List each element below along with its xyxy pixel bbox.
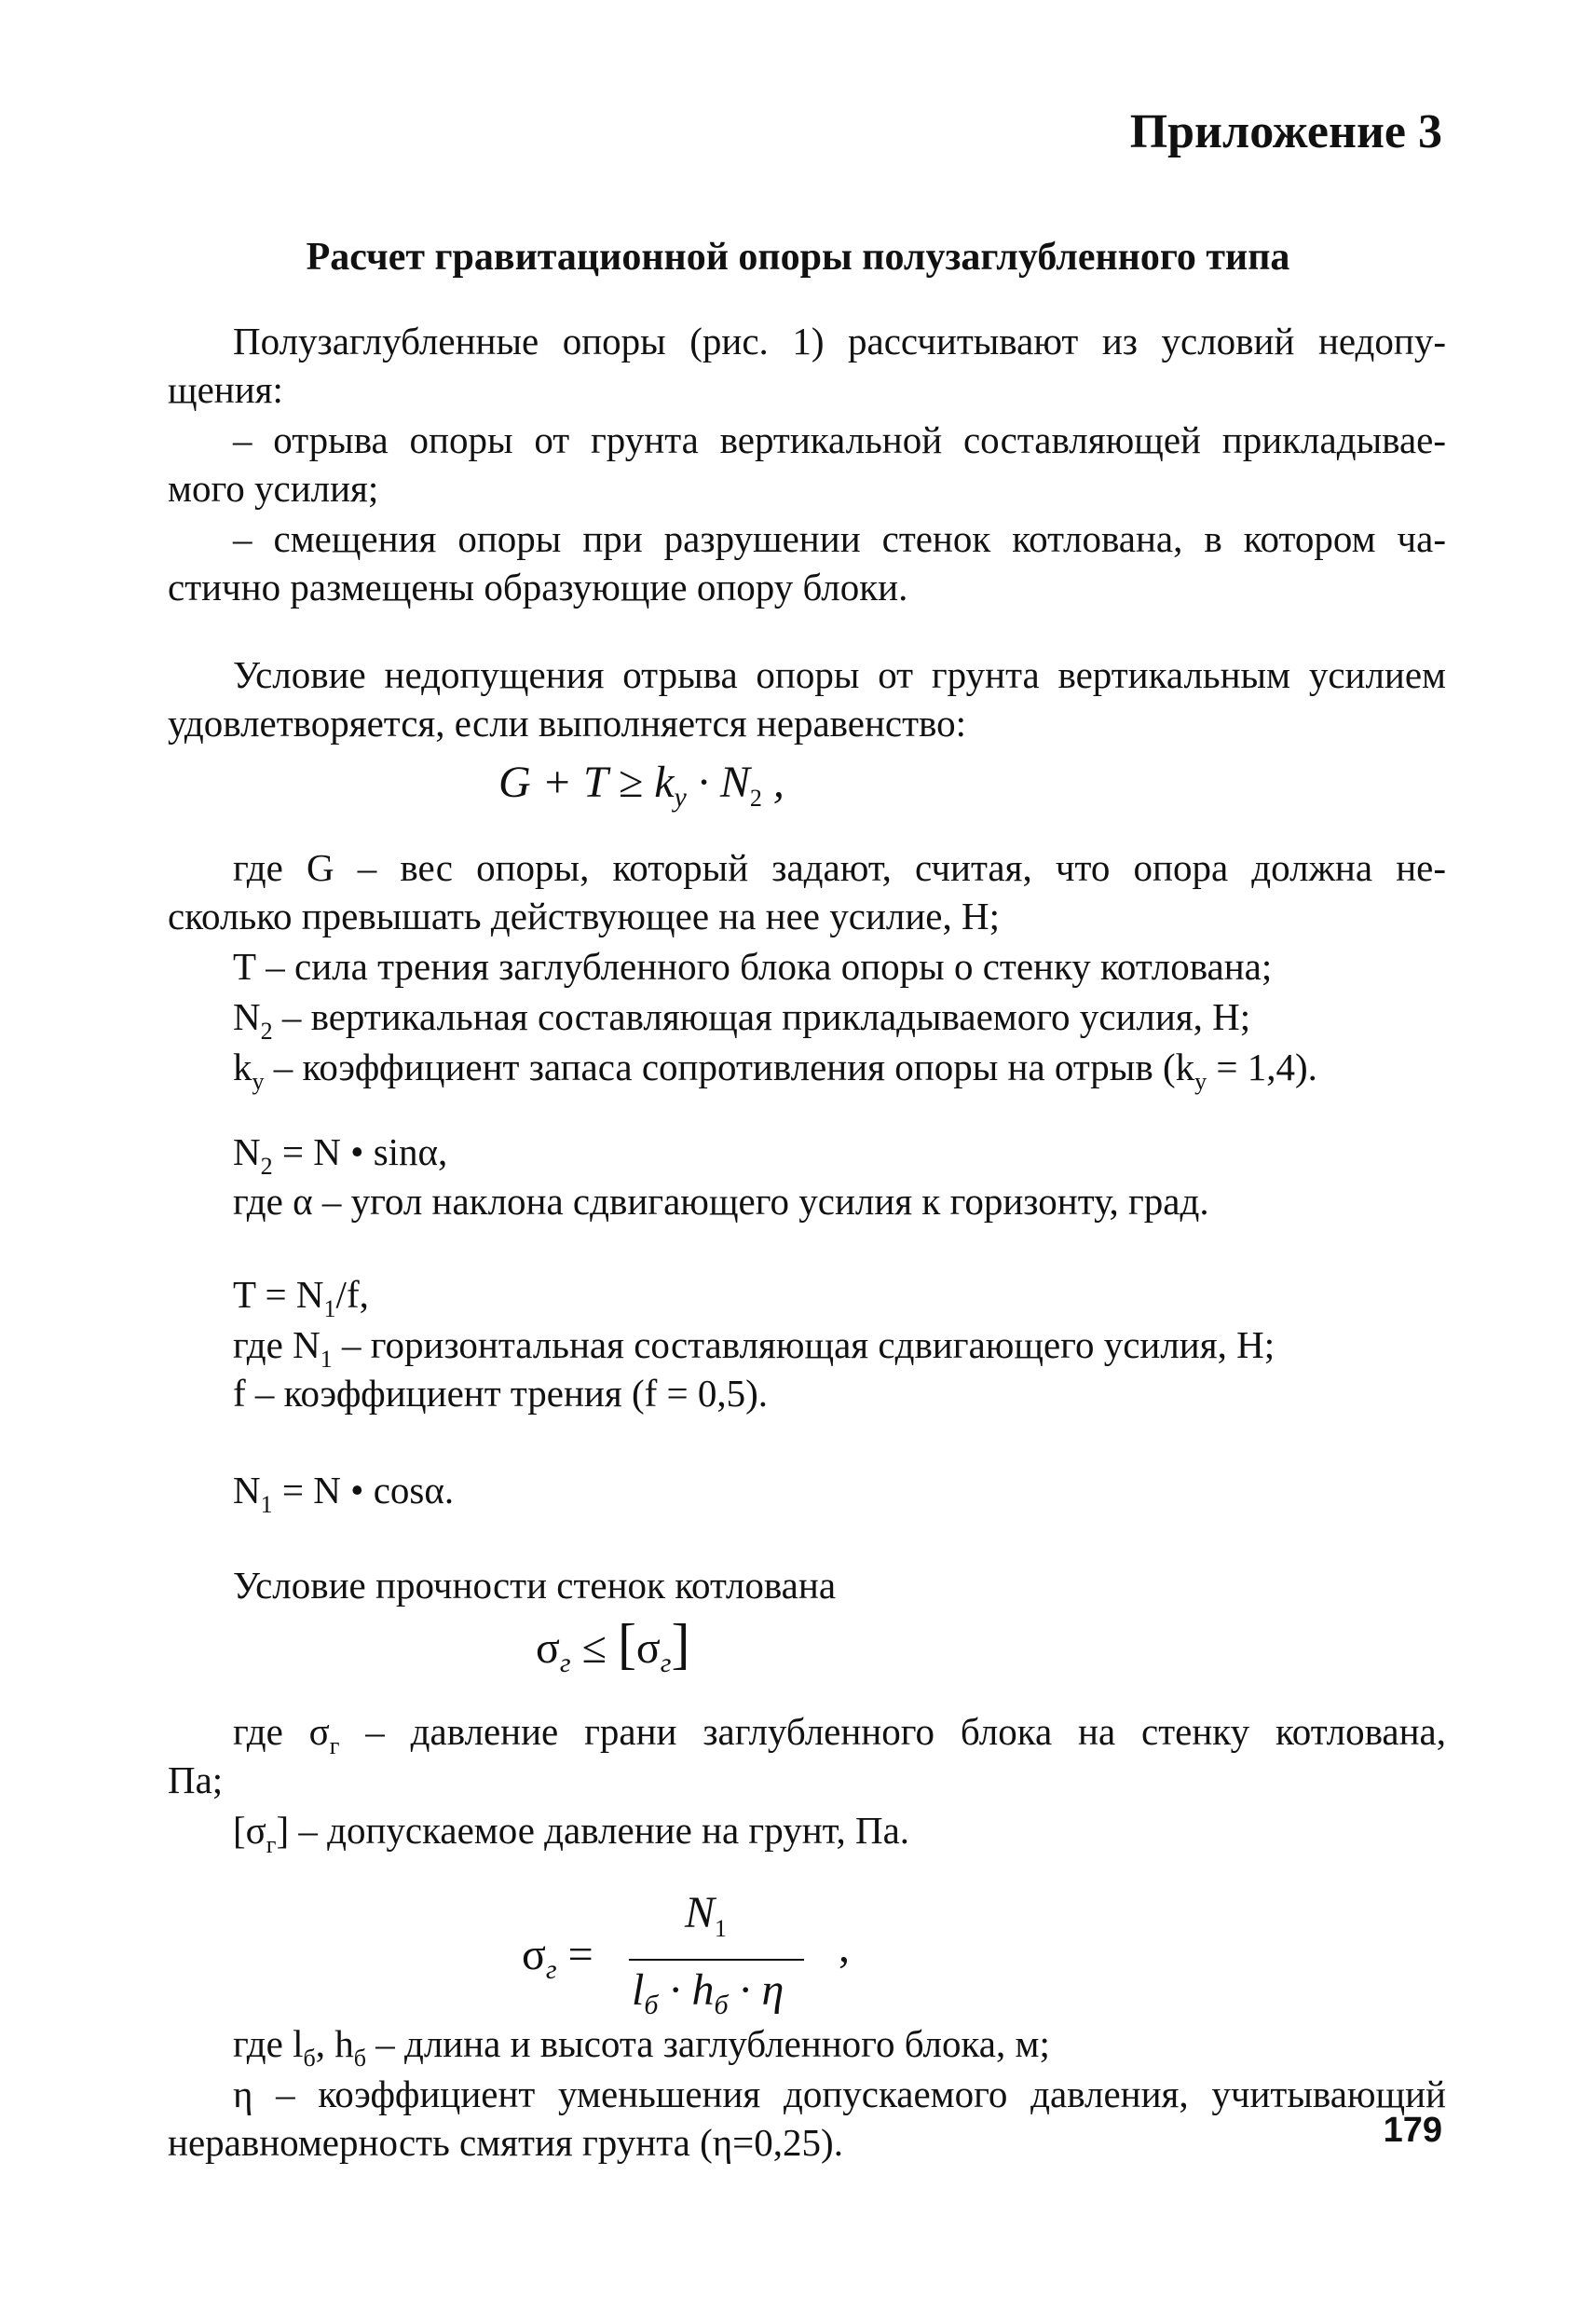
section-title: Расчет гравитационной опоры полузаглубленного типа <box>306 236 1290 279</box>
formula-pressure-comma: , <box>839 1922 850 1972</box>
formula-pressure-den-h-sub: б <box>714 1990 729 2020</box>
defs2-line-2: f – коэффициент трения (f = 0,5). <box>233 1372 769 1415</box>
intro-line-6: стично размещены образующие опору блоки. <box>168 566 908 609</box>
eq-n1 <box>233 1466 454 1529</box>
defs1-line-3: Т – сила трения заглубленного блока опоры о стенку котлована; <box>233 945 1273 988</box>
defs4-line-1-sub: б <box>303 2045 316 2072</box>
formula-strength-lbracket: [ <box>617 1613 636 1675</box>
intro-line-3: – отрыва опоры от грунта вертикальной составляющей прикладывае- <box>233 418 1446 461</box>
defs3-line-1-sub: г <box>329 1732 340 1759</box>
eq-t-b: /f, <box>335 1273 369 1316</box>
defs4-line-1-b: , h <box>315 2022 354 2065</box>
formula-pressure-den-dot-1: · <box>658 1965 692 2015</box>
defs3-line-3-sub: г <box>266 1831 277 1858</box>
defs1-line-5-sub: y <box>252 1068 265 1095</box>
formula-pressure-eq: = <box>556 1930 593 1979</box>
page-number: 179 <box>1383 2111 1442 2150</box>
defs3-line-3-b: ] – допускаемое давление на грунт, Па. <box>276 1809 910 1852</box>
formula-pressure-sub: г <box>545 1954 557 1985</box>
formula-uplift-sub-y: y <box>674 782 687 813</box>
defs1-line-5-sub2: y <box>1194 1068 1207 1095</box>
defs1-line-5-a: k <box>233 1046 252 1088</box>
defs2-line-1-b: – горизонтальная составляющая сдвигающего усилия, Н; <box>332 1323 1275 1366</box>
formula-strength <box>536 1612 690 1679</box>
formula-uplift-mid: · N <box>686 758 750 807</box>
formula-strength-sub-2: г <box>660 1648 672 1678</box>
formula-pressure-den-dot-2: · <box>728 1965 762 2015</box>
cond2-text: Условие прочности стенок котлована <box>233 1564 837 1607</box>
eq-n2-a: N <box>233 1130 261 1173</box>
eq-n2-b: = N • sinα, <box>272 1130 448 1173</box>
formula-uplift-end: , <box>761 758 784 807</box>
defs1-line-4-a: N <box>233 995 261 1038</box>
eq-n1-b: = N • cosα. <box>272 1469 455 1512</box>
defs4-line-3: неравномерность смятия грунта (η=0,25). <box>168 2121 843 2164</box>
eq-t-a: T = N <box>233 1273 324 1316</box>
formula-pressure-den-l-sub: б <box>644 1990 659 2020</box>
defs3-line-3-a: [σ <box>233 1809 266 1852</box>
formula-strength-sub: г <box>559 1648 571 1678</box>
formula-pressure-den-eta: η <box>761 1965 784 2015</box>
formula-pressure-sigma: σ <box>522 1930 546 1979</box>
intro-line-5: – смещения опоры при разрушении стенок котлована, в котором ча- <box>233 517 1446 560</box>
formula-pressure-denominator <box>632 1964 784 2021</box>
formula-uplift-lhs: G + T ≥ k <box>498 758 675 807</box>
formula-pressure-den-h: h <box>691 1965 715 2015</box>
formula-pressure-numerator <box>685 1887 727 1943</box>
formula-strength-sigma-2: σ <box>635 1623 661 1673</box>
eq-n1-sub: 1 <box>260 1491 273 1518</box>
defs1-line-5 <box>233 1043 1317 1106</box>
formula-pressure-fraction-bar <box>629 1959 804 1961</box>
defs1-line-5-c: = 1,4). <box>1207 1046 1317 1088</box>
intro-line-1: Полузаглубленные опоры (рис. 1) рассчитывают из условий недопу- <box>233 320 1446 363</box>
defs3-line-3 <box>233 1806 909 1869</box>
defs3-line-1-b: – давление грани заглубленного блока на стенку котлована, <box>339 1710 1446 1753</box>
defs3-line-1-a: где σ <box>233 1710 330 1753</box>
eq-n2-sub: 2 <box>260 1153 273 1180</box>
alpha-definition: где α – угол наклона сдвигающего усилия к горизонту, град. <box>233 1180 1209 1223</box>
formula-pressure-lhs <box>522 1929 593 1986</box>
intro-line-4: мого усилия; <box>168 467 379 510</box>
defs1-line-5-b: – коэффициент запаса сопротивления опоры на отрыв (k <box>264 1046 1195 1088</box>
cond1-line-1: Условие недопущения отрыва опоры от грунта вертикальным усилием <box>233 653 1446 696</box>
defs3-line-1 <box>233 1707 1446 1771</box>
defs3-line-2: Па; <box>168 1758 224 1801</box>
cond1-line-2: удовлетворяется, если выполняется неравенство: <box>168 702 967 745</box>
formula-strength-rbracket: ] <box>671 1613 690 1675</box>
formula-strength-op: ≤ <box>570 1623 618 1673</box>
formula-pressure-num-sub: 1 <box>715 1915 728 1942</box>
defs1-line-2: сколько превышать действующее на нее усилие, Н; <box>168 895 1000 937</box>
appendix-heading: Приложение 3 <box>1129 105 1442 158</box>
formula-uplift <box>498 757 784 814</box>
defs1-line-1: где G – вес опоры, который задают, считая, что опора должна не- <box>233 846 1446 889</box>
defs4-line-1-c: – длина и высота заглубленного блока, м; <box>365 2022 1050 2065</box>
defs1-line-4-sub: 2 <box>260 1018 273 1045</box>
eq-n1-a: N <box>233 1469 261 1512</box>
formula-strength-sigma: σ <box>536 1623 560 1673</box>
defs4-line-1-sub2: б <box>353 2045 366 2072</box>
defs1-line-4-b: – вертикальная составляющая прикладываемого усилия, Н; <box>272 995 1251 1038</box>
formula-pressure-den-l: l <box>632 1965 645 2015</box>
formula-pressure-num: N <box>685 1888 716 1937</box>
eq-t-sub: 1 <box>323 1295 336 1322</box>
intro-line-2: щения: <box>168 368 283 411</box>
formula-uplift-sub-2: 2 <box>749 785 762 812</box>
defs2-line-1-a: где N <box>233 1323 321 1366</box>
defs4-line-1-a: где l <box>233 2022 304 2065</box>
defs2-line-1-sub: 1 <box>320 1346 333 1373</box>
defs4-line-2: η – коэффициент уменьшения допускаемого давления, учитывающий <box>233 2073 1446 2115</box>
